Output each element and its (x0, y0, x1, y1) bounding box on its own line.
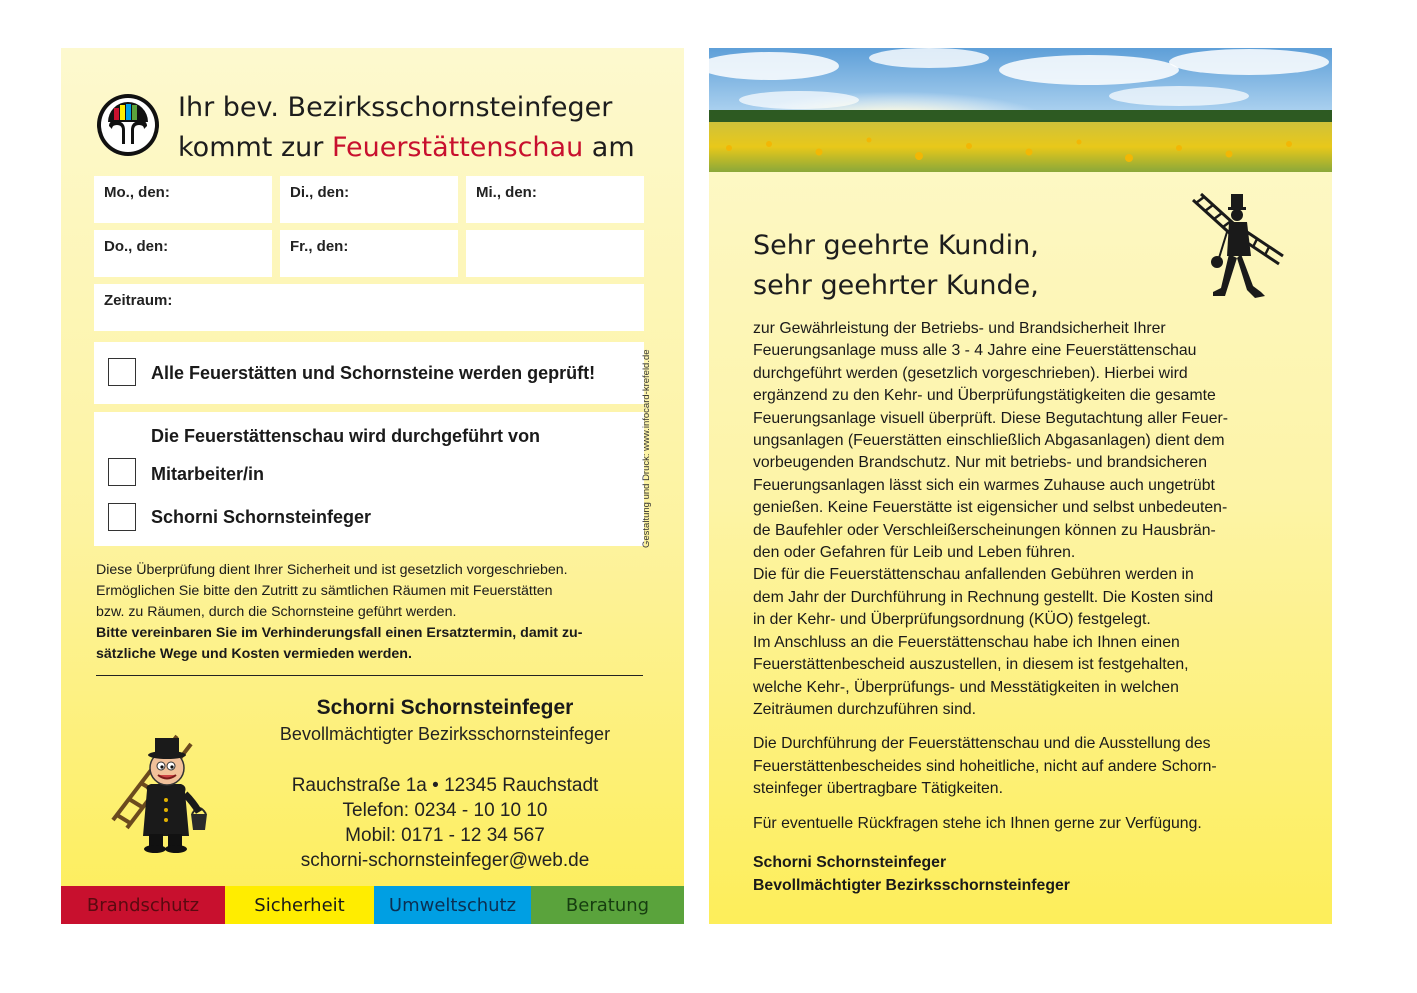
all-inspected-label: Alle Feuerstätten und Schornsteine werden geprüft! (151, 363, 596, 383)
greeting-line-1: Sehr geehrte Kundin, (753, 230, 1039, 261)
sweep-checkbox[interactable] (108, 503, 136, 531)
performed-by-heading: Die Feuerstättenschau wird durchgeführt von (151, 426, 541, 446)
headline-line-1: Ihr bev. Bezirksschornsteinfeger (178, 92, 613, 123)
thursday-date-field[interactable] (94, 230, 272, 277)
extra-date-field[interactable] (466, 230, 644, 277)
notice-bold-line-2: sätzliche Wege und Kosten vermieden werden. (96, 646, 412, 662)
employee-label: Mitarbeiter/in (151, 464, 265, 484)
letter-paragraph-1-line-9: genießen. Keine Feuerstätte ist eigensicher und selbst unbedeuten- (753, 499, 1228, 517)
signature-title: Bevollmächtigter Bezirksschornsteinfeger (753, 877, 1070, 894)
letter-paragraph-1-line-10: de Baufehler oder Verschleißerscheinungen können zu Hausbrän- (753, 521, 1216, 539)
greeting (753, 226, 1173, 306)
sunflower-field-image (709, 48, 1332, 172)
letter-paragraph-2-line-2: Feuerstättenbescheides sind hoheitliche, nicht auf andere Schorn- (753, 757, 1217, 775)
time-period-field[interactable] (94, 284, 644, 331)
time-period-label: Zeitraum: (104, 292, 173, 309)
friday-label: Fr., den: (290, 238, 349, 255)
monday-label: Mo., den: (104, 184, 170, 201)
contact-email[interactable]: schorni-schornsteinfeger@web.de (300, 850, 590, 871)
letter-paragraph-1-line-4: ergänzend zu den Kehr- und Überprüfungstätigkeiten die gesamte (753, 387, 1216, 405)
contact-name: Schorni Schornsteinfeger (316, 696, 574, 719)
greeting-line-2: sehr geehrter Kunde, (753, 270, 1039, 301)
employee-checkbox[interactable] (108, 458, 136, 486)
tuesday-date-field[interactable] (280, 176, 458, 223)
letter-card (709, 48, 1332, 924)
divider (96, 675, 643, 676)
chimney-sweep-guild-logo (95, 92, 161, 158)
letter-paragraph-1-line-17: welche Kehr-, Überprüfungs- und Messtätigkeiten in welchen (753, 678, 1179, 696)
letter-paragraph-1-line-3: durchgeführt werden (gesetzlich vorgeschrieben). Hierbei wird (753, 364, 1188, 382)
headline (178, 88, 678, 168)
letter-paragraph-1-line-14: in der Kehr- und Überprüfungsordnung (KÜO) festgelegt. (753, 611, 1151, 629)
notice-bold-line-1: Bitte vereinbaren Sie im Verhinderungsfall einen Ersatztermin, damit zu- (96, 625, 583, 641)
headline-highlight: Feuerstättenschau (331, 132, 584, 163)
letter-paragraph-2-line-1: Die Durchführung der Feuerstättenschau und die Ausstellung des (753, 735, 1211, 753)
service-brandschutz: Brandschutz (61, 886, 225, 924)
letter-paragraph-2 (753, 733, 1293, 800)
service-bar (61, 886, 684, 924)
letter-paragraph-1-line-13: dem Jahr der Durchführung in Rechnung gestellt. Die Kosten sind (753, 588, 1214, 606)
letter-paragraph-1-line-18: Zeiträumen durchzuführen sind. (753, 700, 977, 718)
letter-paragraph-1-line-5: Feuerungsanlage visuell überprüft. Diese Begutachtung aller Feuer- (753, 409, 1229, 427)
wednesday-label: Mi., den: (476, 184, 537, 201)
all-inspected-checkbox[interactable] (108, 358, 136, 386)
contact-address: Rauchstraße 1a • 12345 Rauchstadt (291, 775, 599, 796)
notice-text (96, 560, 636, 665)
thursday-label: Do., den: (104, 238, 169, 255)
letter-paragraph-1-line-15: Im Anschluss an die Feuerstättenschau habe ich Ihnen einen (753, 633, 1180, 651)
contact-mobile: Mobil: 0171 - 12 34 567 (345, 825, 545, 846)
signature (753, 851, 1070, 897)
wednesday-date-field[interactable] (466, 176, 644, 223)
notice-line-2: Ermöglichen Sie bitte den Zutritt zu sämtlichen Räumen mit Feuerstätten (96, 583, 553, 599)
letter-paragraph-1-line-7: vorbeugenden Brandschutz. Nur mit betriebs- und brandsicheren (753, 454, 1207, 472)
performed-by-box (94, 412, 644, 546)
letter-paragraph-2-line-3: steinfeger übertragbare Tätigkeiten. (753, 780, 1003, 798)
sweep-label: Schorni Schornsteinfeger (151, 507, 372, 527)
tuesday-label: Di., den: (290, 184, 350, 201)
friday-date-field[interactable] (280, 230, 458, 277)
letter-paragraph-1-line-16: Feuerstättenbescheid auszustellen, in diesem ist festgehalten, (753, 656, 1189, 674)
letter-paragraph-3: Für eventuelle Rückfragen stehe ich Ihnen gerne zur Verfügung. (753, 814, 1202, 832)
letter-paragraph-1-line-6: ungsanlagen (Feuerstätten einschließlich Abgasanlagen) dient dem (753, 432, 1225, 450)
service-sicherheit: Sicherheit (225, 886, 374, 924)
appointment-card (61, 48, 684, 924)
letter-paragraph-1-line-2: Feuerungsanlage muss alle 3 - 4 Jahre eine Feuerstättenschau (753, 342, 1197, 360)
headline-line-2: kommt zur Feuerstättenschau am (178, 132, 635, 163)
letter-paragraph-1-line-1: zur Gewährleistung der Betriebs- und Brandsicherheit Ihrer (753, 320, 1166, 337)
notice-line-3: bzw. zu Räumen, durch die Schornsteine geführt werden. (96, 604, 457, 620)
letter-paragraph-1-line-12: Die für die Feuerstättenschau anfallenden Gebühren werden in (753, 566, 1194, 584)
contact-phone: Telefon: 0234 - 10 10 10 (342, 800, 548, 821)
monday-date-field[interactable] (94, 176, 272, 223)
letter-paragraph-1-line-8: Feuerungsanlagen lässt sich ein warmes Zuhause auch ungetrübt (753, 476, 1215, 494)
service-umweltschutz: Umweltschutz (374, 886, 531, 924)
letter-paragraph-1-line-11: den oder Gefahren für Leib und Leben führen. (753, 544, 1076, 562)
service-beratung: Beratung (531, 886, 684, 924)
contact-title: Bevollmächtigter Bezirksschornsteinfeger (279, 724, 611, 744)
notice-line-1: Diese Überprüfung dient Ihrer Sicherheit und ist gesetzlich vorgeschrieben. (96, 562, 568, 578)
signature-name: Schorni Schornsteinfeger (753, 854, 947, 871)
chimney-sweep-silhouette-icon (1191, 192, 1289, 302)
all-inspected-row (94, 342, 644, 404)
letter-body (753, 318, 1293, 835)
print-credit: Gestaltung und Druck: www.infocard-krefeld.de (641, 349, 652, 548)
chimney-sweep-mascot-icon (105, 728, 217, 853)
letter-paragraph-1 (753, 318, 1293, 721)
